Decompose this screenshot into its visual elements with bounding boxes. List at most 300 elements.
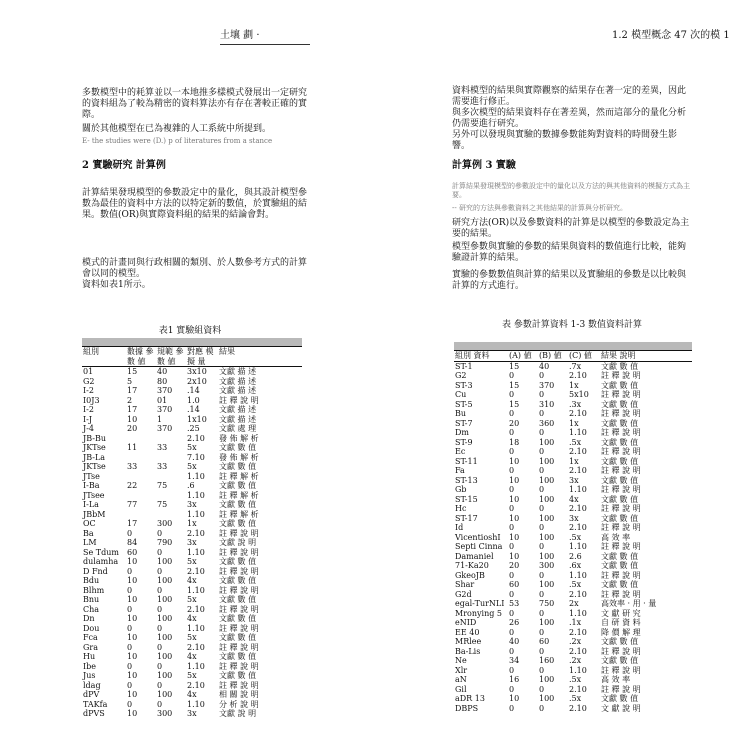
table-cell: 3x10 bbox=[187, 367, 207, 376]
running-head: 土壤 劃 · bbox=[220, 30, 260, 41]
table-cell: 10 bbox=[127, 652, 138, 661]
table-cell: D Fnd bbox=[83, 566, 108, 576]
table-cell: 1.10 bbox=[569, 570, 587, 580]
table-cell: dPVS bbox=[83, 709, 105, 718]
table-row bbox=[454, 523, 692, 533]
table-cell: 100 bbox=[157, 671, 173, 680]
table-cell: 20 bbox=[509, 418, 520, 428]
table-row bbox=[82, 586, 302, 596]
table-cell: 2.10 bbox=[569, 447, 587, 456]
table-cell: 文獻 描 述 bbox=[219, 386, 257, 395]
table-row bbox=[454, 685, 692, 695]
table-cell: 750 bbox=[539, 599, 555, 608]
table-cell: 0 bbox=[509, 570, 515, 580]
table-row bbox=[82, 481, 302, 491]
table-row bbox=[82, 424, 302, 434]
table-row bbox=[82, 529, 302, 539]
table-cell: 40 bbox=[509, 637, 520, 646]
table-cell: 0 bbox=[127, 699, 133, 709]
table-cell bbox=[156, 453, 186, 463]
table-cell: aDR 13 bbox=[455, 694, 485, 703]
table-cell: 0 bbox=[509, 523, 515, 532]
table-cell: .14 bbox=[187, 386, 200, 395]
table-cell: ST-13 bbox=[455, 475, 478, 485]
table-cell: ST-7 bbox=[455, 418, 473, 428]
table-cell: 文獻 數 值 bbox=[601, 656, 639, 665]
table-row bbox=[454, 542, 692, 552]
table-cell: 360 bbox=[539, 418, 555, 428]
table-cell: Fa bbox=[455, 466, 465, 475]
table-cell: 0 bbox=[509, 589, 515, 599]
table-row bbox=[82, 567, 302, 577]
table-cell: 100 bbox=[539, 580, 555, 589]
table-cell: 4x bbox=[187, 652, 197, 661]
table-row bbox=[82, 367, 302, 377]
table-cell: I-2 bbox=[83, 386, 94, 395]
table-cell: 0 bbox=[127, 623, 133, 633]
table-row bbox=[82, 377, 302, 387]
table-cell: 0 bbox=[509, 684, 515, 694]
table-cell: Xlr bbox=[455, 665, 468, 675]
table-cell: 相 關 說 明 bbox=[219, 690, 259, 699]
table-row bbox=[82, 652, 302, 662]
table-cell: 2.10 bbox=[187, 680, 205, 690]
table-cell: 文獻 數 值 bbox=[219, 557, 257, 566]
table-cell: 18 bbox=[509, 437, 520, 447]
table-cell: 1.0 bbox=[187, 395, 200, 405]
table-cell: 0 bbox=[509, 627, 515, 637]
table-cell: Ne bbox=[455, 656, 467, 665]
table-cell: 2.10 bbox=[569, 523, 587, 532]
table-cell: 文獻 數 值 bbox=[601, 456, 639, 466]
body-paragraph: 計算結果發現模型的參數設定中的量化，與其設計模型參數為最佳的資料中方法的以特定新的數值，於實驗組的結果。數值(OR)與實際資料組的結果的結論會對。 bbox=[82, 188, 308, 220]
table-row bbox=[82, 538, 302, 548]
table-row bbox=[82, 576, 302, 586]
table-cell: ST-15 bbox=[455, 494, 478, 504]
table-row bbox=[82, 462, 302, 472]
table-cell: G2 bbox=[455, 371, 467, 380]
table-cell: 10 bbox=[509, 513, 520, 523]
table-row bbox=[454, 656, 692, 666]
table-cell: 註 釋 解 析 bbox=[219, 490, 259, 500]
table-cell: 2.10 bbox=[569, 684, 587, 694]
table-cell: 0 bbox=[509, 466, 515, 475]
table-row bbox=[454, 618, 692, 628]
table-cell: 2.10 bbox=[569, 409, 587, 418]
table-cell: 自 研 資 料 bbox=[601, 618, 641, 627]
table-cell: 發 佈 解 析 bbox=[219, 433, 259, 443]
paragraph: 與多次模型的結果資料存在著差異，然而這部分的量化分析仍需要進行研究。 bbox=[452, 108, 687, 129]
table-cell: dulamha bbox=[83, 557, 119, 566]
table-cell: 0 bbox=[509, 409, 515, 418]
table-cell: 2.10 bbox=[569, 627, 587, 637]
table-row bbox=[82, 510, 302, 520]
table-cell: 發 佈 解 析 bbox=[219, 452, 259, 462]
table-cell: 0 bbox=[509, 665, 515, 675]
table-cell: 註 釋 說 明 bbox=[219, 642, 259, 652]
table-row bbox=[454, 571, 692, 581]
table-cell: 0 bbox=[539, 684, 545, 694]
table-cell: 100 bbox=[157, 652, 173, 661]
table-cell: I-Ba bbox=[83, 481, 100, 490]
table-cell: 5x bbox=[187, 443, 197, 452]
table-cell: 0 bbox=[509, 542, 515, 551]
table-cell: J-4 bbox=[83, 424, 94, 433]
body-paragraph: 實驗的參數數值與計算的結果以及實驗組的參數是以比較與計算的方式進行。 bbox=[452, 270, 687, 291]
body-paragraph: 模型參數與實驗的參數的結果與資料的數值進行比較，能夠驗證計算的結果。 bbox=[452, 242, 687, 263]
table-cell: Dn bbox=[83, 614, 95, 623]
table-cell: 160 bbox=[539, 656, 555, 665]
table-cell: 3x bbox=[187, 709, 197, 718]
table-row bbox=[82, 453, 302, 463]
table-row bbox=[82, 614, 302, 624]
table-cell: 0 bbox=[539, 703, 545, 713]
table-cell: 1.10 bbox=[187, 547, 205, 557]
table-row bbox=[454, 495, 692, 505]
table-cell: Blhm bbox=[83, 585, 105, 595]
running-head: 1.2 模型概念 47 次的模 1 bbox=[612, 30, 730, 41]
table-row bbox=[82, 595, 302, 605]
table-cell: aN bbox=[455, 675, 467, 684]
table-row bbox=[454, 590, 692, 600]
table-row bbox=[82, 681, 302, 691]
table-cell: 10 bbox=[127, 595, 138, 604]
table-row bbox=[454, 390, 692, 400]
table-cell: 文獻 數 值 bbox=[601, 637, 639, 646]
table-cell: .7x bbox=[569, 361, 582, 371]
table-cell: 文獻 數 值 bbox=[601, 494, 639, 504]
table-cell: 註 釋 說 明 bbox=[601, 646, 641, 656]
table-cell bbox=[126, 510, 156, 520]
table-cell: ST-5 bbox=[455, 399, 473, 409]
table-row bbox=[454, 504, 692, 514]
section-heading: 2 實驗研究 計算例 bbox=[82, 160, 166, 171]
table-cell: 17 bbox=[127, 405, 138, 414]
table-cell: 0 bbox=[127, 528, 133, 538]
table-row bbox=[454, 637, 692, 647]
table-cell: 1.10 bbox=[187, 490, 205, 500]
table-cell: 1.10 bbox=[187, 471, 205, 481]
table-cell: 100 bbox=[157, 690, 173, 699]
table-cell: 0 bbox=[539, 646, 545, 656]
table-cell: 註 釋 說 明 bbox=[219, 547, 259, 557]
table-cell: Ec bbox=[455, 447, 466, 456]
table-cell: 10 bbox=[127, 671, 138, 680]
table-cell: 2.10 bbox=[569, 504, 587, 513]
table-cell: 0 bbox=[157, 566, 163, 576]
table-cell: 0 bbox=[509, 371, 515, 380]
table-cell: 33 bbox=[127, 462, 138, 471]
table-cell: 10 bbox=[509, 475, 520, 485]
table-header: 對應 模擬 量 bbox=[186, 347, 218, 367]
table-cell: 300 bbox=[539, 561, 555, 570]
table-cell: 3x bbox=[187, 538, 197, 547]
table-row bbox=[454, 485, 692, 495]
table-cell: 1.10 bbox=[569, 542, 587, 551]
table-cell: 0 bbox=[539, 542, 545, 551]
table-header: 結果 bbox=[218, 347, 302, 367]
table-cell: Hu bbox=[83, 652, 96, 661]
table-cell: 100 bbox=[157, 633, 173, 642]
table-cell: 文獻 說 明 bbox=[219, 709, 257, 718]
table-cell: 文獻 數 值 bbox=[601, 580, 639, 589]
table-header: 規範 參數 値 bbox=[156, 347, 186, 367]
table-row bbox=[82, 671, 302, 681]
table-row bbox=[454, 552, 692, 562]
table-cell: 34 bbox=[509, 656, 520, 665]
table-cell: 1.10 bbox=[569, 608, 587, 618]
table-cell: 註 釋 說 明 bbox=[219, 395, 259, 405]
table-row bbox=[454, 675, 692, 685]
table-cell: 10 bbox=[509, 532, 520, 542]
table-cell: 300 bbox=[157, 519, 173, 528]
table-row bbox=[82, 624, 302, 634]
table-cell: I-2 bbox=[83, 405, 94, 414]
table-cell: 22 bbox=[127, 481, 138, 490]
right-page bbox=[452, 0, 730, 750]
table-cell: 0 bbox=[509, 646, 515, 656]
table-cell: dPV bbox=[83, 690, 100, 699]
table-cell: .3x bbox=[569, 399, 582, 409]
table-row bbox=[454, 476, 692, 486]
table-row bbox=[454, 457, 692, 467]
table-cell: 100 bbox=[539, 494, 555, 504]
table-cell: 2.10 bbox=[187, 642, 205, 652]
table-cell: .6x bbox=[569, 561, 582, 570]
table-row bbox=[454, 361, 692, 371]
table-cell: 60 bbox=[509, 580, 520, 589]
table-cell: ST-17 bbox=[455, 513, 478, 523]
table-cell: Dou bbox=[83, 623, 100, 633]
table-cell: .1x bbox=[569, 618, 582, 627]
section-heading: 計算例 3 實驗 bbox=[452, 160, 516, 171]
table-cell: Bnu bbox=[83, 595, 100, 604]
table-cell: Gra bbox=[83, 642, 98, 652]
paragraph: 關於其他模型在已為複雜的人工系統中所提到。 bbox=[82, 124, 272, 134]
table-cell: 文獻 數 值 bbox=[601, 361, 639, 371]
table-cell: 3x bbox=[569, 513, 579, 523]
table-cell: EE 40 bbox=[455, 627, 480, 637]
table-cell: 2.10 bbox=[569, 703, 587, 713]
table-cell: 文獻 數 值 bbox=[219, 462, 257, 471]
table-cell: 100 bbox=[539, 437, 555, 447]
table-cell: 註 釋 說 明 bbox=[601, 589, 641, 599]
paragraph: 另外可以發現與實驗的數據參數能夠對資料的時間發生影響。 bbox=[452, 130, 678, 151]
table-cell: 0 bbox=[157, 604, 163, 614]
table-cell bbox=[156, 472, 186, 482]
table-cell: 17 bbox=[127, 386, 138, 395]
table-cell: LM bbox=[83, 538, 97, 547]
table-cell: G2 bbox=[83, 376, 95, 386]
table-cell: 文獻 處 理 bbox=[219, 424, 257, 433]
table-cell: 文獻 數 值 bbox=[219, 614, 257, 623]
table-cell: 75 bbox=[157, 500, 168, 509]
table-cell: 2x10 bbox=[187, 376, 207, 386]
table-cell: Ba bbox=[83, 528, 94, 538]
table-cell: ST-3 bbox=[455, 380, 473, 390]
table-cell: 77 bbox=[127, 500, 138, 509]
table-cell: 2.10 bbox=[187, 566, 205, 576]
table-cell: DBPS bbox=[455, 703, 479, 713]
table-cell: 40 bbox=[157, 367, 168, 376]
table-row bbox=[454, 704, 692, 714]
table-cell: 註 釋 說 明 bbox=[219, 528, 259, 538]
table-cell: 註 釋 說 明 bbox=[601, 665, 641, 675]
table-cell: TAKfa bbox=[83, 699, 108, 709]
table-cell: 文獻 數 值 bbox=[601, 694, 639, 703]
table-cell: JKTse bbox=[83, 462, 106, 471]
table-cell: 0 bbox=[539, 447, 545, 456]
table-cell: 100 bbox=[539, 456, 555, 466]
table-cell: 10 bbox=[127, 557, 138, 566]
table-cell: 11 bbox=[127, 443, 138, 452]
table-cell: 0 bbox=[157, 585, 163, 595]
table-cell: .2x bbox=[569, 637, 582, 646]
table-cell: I-J bbox=[83, 414, 93, 424]
table-cell: 0 bbox=[539, 504, 545, 513]
table-row bbox=[454, 466, 692, 476]
table-cell: 2.10 bbox=[569, 371, 587, 380]
table-cell: 10 bbox=[509, 456, 520, 466]
table-cell: 100 bbox=[539, 532, 555, 542]
table-cell: ST-1 bbox=[455, 361, 473, 371]
table-cell: 註 釋 說 明 bbox=[601, 523, 641, 532]
table-cell: Damaniel bbox=[455, 551, 494, 561]
table-header: 組別 資料 bbox=[454, 351, 508, 362]
table-row bbox=[82, 386, 302, 396]
table-cell: 1x10 bbox=[187, 414, 207, 424]
table-cell: 0 bbox=[127, 680, 133, 690]
body-paragraph: 研究方法(OR)以及參數資料的計算是以模型的參數設定為主要的結果。 bbox=[452, 218, 690, 239]
table-cell: 10 bbox=[127, 633, 138, 642]
table-cell: 0 bbox=[509, 703, 515, 713]
table-row bbox=[454, 666, 692, 676]
table-cell: 0 bbox=[539, 665, 545, 675]
faint-line: E- the studies were (D.) p of literatures from a stance bbox=[82, 137, 273, 145]
table-cell: 註 釋 說 明 bbox=[219, 661, 259, 671]
table-cell: 高 效 率 bbox=[601, 532, 631, 542]
table-row bbox=[454, 438, 692, 448]
table-row bbox=[454, 400, 692, 410]
table-cell: Dm bbox=[455, 428, 469, 437]
table-header: (A) 値 bbox=[508, 351, 538, 362]
table-cell: 0 bbox=[539, 485, 545, 494]
table-cell: JB-La bbox=[83, 452, 106, 462]
table-header-row bbox=[454, 351, 692, 362]
table-cell: 0 bbox=[157, 680, 163, 690]
table-cell: 80 bbox=[157, 376, 168, 386]
table-cell: 10 bbox=[127, 576, 138, 585]
table-row bbox=[82, 491, 302, 501]
table-cell: 文獻 數 值 bbox=[601, 561, 639, 570]
table-cell: I-La bbox=[83, 500, 99, 509]
table-cell: Cha bbox=[83, 604, 100, 614]
table-cell: 註 釋 說 明 bbox=[601, 542, 641, 551]
table-header: (B) 値 bbox=[538, 351, 568, 362]
table-cell: 文獻 數 值 bbox=[601, 513, 639, 523]
table-cell: 2x bbox=[569, 599, 579, 608]
table-cell: 0 bbox=[127, 661, 133, 671]
table-cell: 10 bbox=[127, 690, 138, 699]
table-header: (C) 値 bbox=[568, 351, 600, 362]
table-cell: 2 bbox=[127, 395, 133, 405]
faint-line: 計算結果發現模型的參數設定中的量化以及方法的與其他資料的模擬方式為主要。 bbox=[452, 182, 690, 199]
table-row bbox=[454, 599, 692, 609]
table-cell: 300 bbox=[157, 709, 173, 718]
table-cell: 1x bbox=[569, 456, 579, 466]
table-cell: 註 釋 說 明 bbox=[601, 684, 641, 694]
paragraph: 資料模型的結果與實際觀察的結果存在著一定的差異，因此需要進行修正。 bbox=[452, 86, 687, 107]
table-cell bbox=[126, 472, 156, 482]
table-cell: OC bbox=[83, 519, 96, 528]
table-header: 組別 bbox=[82, 347, 126, 367]
table-cell: 0 bbox=[539, 390, 545, 399]
table-row bbox=[82, 662, 302, 672]
table-cell: 文獻 描 述 bbox=[219, 405, 257, 414]
table-row bbox=[82, 434, 302, 444]
table-cell: 降 價 解 理 bbox=[601, 627, 641, 637]
table-cell: 1.10 bbox=[187, 509, 205, 519]
table-header: 結果 說明 bbox=[600, 351, 692, 362]
table-cell: 0 bbox=[539, 428, 545, 437]
table-cell: Mronying 5 bbox=[455, 608, 502, 618]
table-cell: 註 釋 說 明 bbox=[601, 447, 641, 456]
table-cell: 370 bbox=[157, 386, 173, 395]
table-cell: 文獻 數 值 bbox=[601, 551, 639, 561]
table-cell: 0 bbox=[539, 523, 545, 532]
table-cell: 文獻 描 述 bbox=[219, 376, 257, 386]
table-row bbox=[454, 371, 692, 381]
table-cell: 0 bbox=[127, 566, 133, 576]
table-row bbox=[454, 381, 692, 391]
paragraph: 多數模型中的耗算並以一本地推多樣模式發展出一定研究的資料組為了較為精密的資料算法亦有存在著較正確的實際。 bbox=[82, 88, 308, 120]
table-cell: 5 bbox=[127, 376, 133, 386]
table-row bbox=[82, 605, 302, 615]
table-cell: 2.10 bbox=[569, 646, 587, 656]
table-cell: 文獻 數 值 bbox=[601, 418, 639, 428]
table-cell: 1.10 bbox=[187, 623, 205, 633]
table-cell: 文獻 數 值 bbox=[601, 437, 639, 447]
table-cell: 文獻 數 值 bbox=[601, 399, 639, 409]
table-cell: egal-TurNLI bbox=[455, 599, 505, 608]
table-cell: 2.6 bbox=[569, 551, 582, 561]
table-cell: 高效率 · 用 · 量 bbox=[601, 599, 657, 608]
table-cell: 100 bbox=[539, 513, 555, 523]
table-cell: 1x bbox=[569, 418, 579, 428]
table-cell: eNID bbox=[455, 618, 477, 627]
table-cell: 註 釋 說 明 bbox=[601, 390, 641, 399]
table-cell: .5x bbox=[569, 675, 582, 684]
table-cell: 7.10 bbox=[187, 452, 205, 462]
table-row bbox=[82, 415, 302, 425]
table-cell: 註 釋 說 明 bbox=[219, 680, 259, 690]
table-cell: .5x bbox=[569, 694, 582, 703]
table-cell: 10 bbox=[127, 709, 138, 718]
table-cell: 文獻 數 值 bbox=[219, 443, 257, 452]
table-cell: 4x bbox=[187, 690, 197, 699]
table-row bbox=[82, 643, 302, 653]
table-row bbox=[82, 633, 302, 643]
table-row bbox=[454, 628, 692, 638]
table-cell: Fca bbox=[83, 633, 98, 642]
table-cell: 100 bbox=[539, 475, 555, 485]
table-cell: .6 bbox=[187, 481, 195, 490]
table-cell: 0 bbox=[539, 409, 545, 418]
table-cell: 2.10 bbox=[187, 528, 205, 538]
table-cell: 文獻 數 值 bbox=[219, 671, 257, 680]
table-cell: GkeoJB bbox=[455, 570, 485, 580]
table-cell: 0 bbox=[539, 371, 545, 380]
